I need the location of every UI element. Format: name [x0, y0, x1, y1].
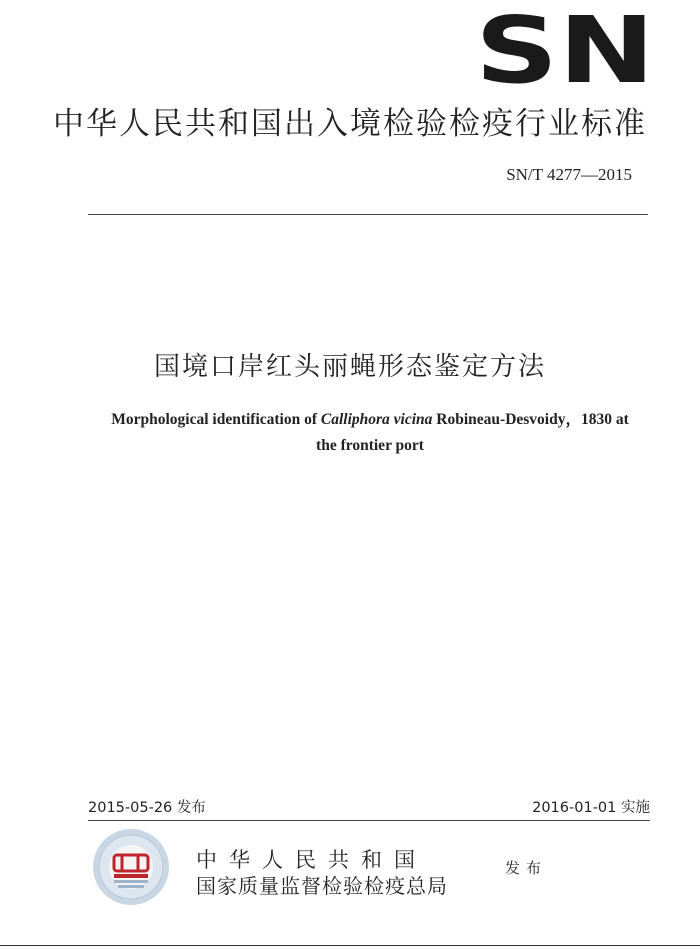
publish-label: 发布: [505, 859, 548, 877]
english-title-part1: Morphological identification of: [111, 411, 321, 428]
issue-date: 2015-05-26 发布: [88, 800, 206, 816]
org-title: 中华人民共和国出入境检验检疫行业标准: [53, 106, 647, 142]
chinese-title: 国境口岸红头丽蝇形态鉴定方法: [153, 352, 546, 382]
english-title-species: Calliphora vicina: [320, 411, 433, 428]
implementation-date: 2016-01-01 实施: [532, 800, 650, 816]
english-title: [60, 407, 680, 459]
standard-number: SN/T 4277—2015: [506, 165, 632, 184]
page-bottom-edge: [0, 945, 700, 946]
sn-logo: [470, 6, 660, 88]
bottom-divider: [88, 820, 650, 821]
top-divider: [88, 214, 648, 215]
anti-counterfeit-seal: [92, 828, 170, 906]
publisher-agency: 国家质量监督检验检疫总局: [196, 874, 448, 898]
publisher-country: 中华人民共和国: [196, 848, 427, 872]
english-title-part2: Robineau-Desvoidy，1830 at: [432, 411, 629, 428]
english-title-line2: the frontier port: [316, 437, 424, 454]
sn-logo-text: SN: [475, 6, 655, 88]
